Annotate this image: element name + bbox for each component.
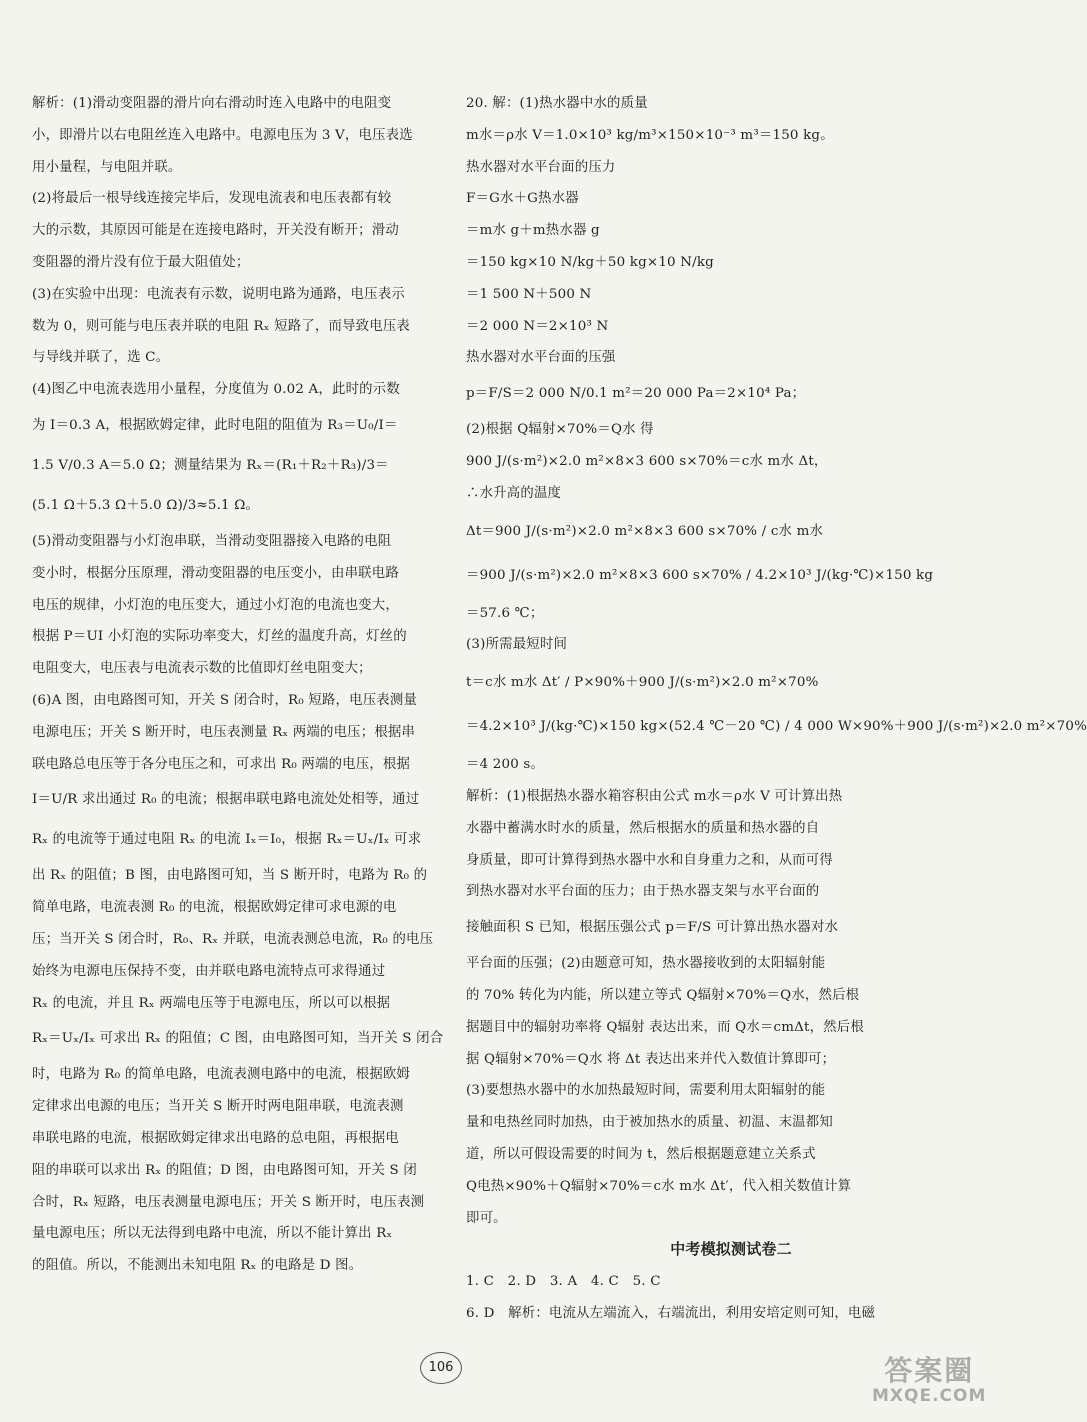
left-column xyxy=(32,88,444,1282)
text-line: 时，电路为 R₀ 的简单电路，电流表测电路中的电流，根据欧姆 xyxy=(32,1067,411,1083)
text-line: (2)将最后一根导线连接完毕后，发现电流表和电压表都有较 xyxy=(32,191,392,207)
text-line: m水＝ρ水 V＝1.0×10³ kg/m³×150×10⁻³ m³＝150 kg。 xyxy=(466,127,834,143)
text-line: Q电热×90%＋Q辐射×70%＝c水 m水 Δt′，代入相关数值计算 xyxy=(466,1178,852,1194)
text-line: F＝G水＋G热水器 xyxy=(466,191,579,207)
text-line: (3)要想热水器中的水加热最短时间，需要利用太阳辐射的能 xyxy=(466,1083,826,1099)
text-line: 定律求出电源的电压；当开关 S 断开时两电阻串联，电流表测 xyxy=(32,1099,404,1115)
watermark-text-en: MXQE.COM xyxy=(872,1385,987,1406)
text-line: 解析：(1)滑动变阻器的滑片向右滑动时连入电路中的电阻变 xyxy=(32,96,392,111)
text-line: 为 I＝0.3 A，根据欧姆定律，此时电阻的阻值为 R₃＝U₀/I＝ xyxy=(32,417,398,433)
text-line: ＝1 500 N＋500 N xyxy=(466,286,592,302)
watermark-logo xyxy=(872,1356,986,1405)
text-line: 20. 解：(1)热水器中水的质量 xyxy=(466,96,648,111)
section-title: 中考模拟测试卷二 xyxy=(670,1240,792,1259)
text-line: 大的示数，其原因可能是在连接电路时，开关没有断开；滑动 xyxy=(32,223,399,239)
text-line: I＝U/R 求出通过 R₀ 的电流；根据串联电路电流处处相等，通过 xyxy=(32,792,420,808)
text-line: (4)图乙中电流表选用小量程，分度值为 0.02 A，此时的示数 xyxy=(32,382,400,398)
text-line: ＝m水 g＋m热水器 g xyxy=(466,223,600,239)
text-line: 数为 0，则可能与电压表并联的电阻 Rₓ 短路了，而导致电压表 xyxy=(32,318,411,334)
text-line: ＝150 kg×10 N/kg＋50 kg×10 N/kg xyxy=(466,254,714,270)
text-line: p＝F/S＝2 000 N/0.1 m²＝20 000 Pa＝2×10⁴ Pa； xyxy=(466,386,806,402)
text-line: 电源电压；开关 S 断开时，电压表测量 Rₓ 两端的电压；根据串 xyxy=(32,724,416,740)
text-line: Δt＝900 J/(s·m²)×2.0 m²×8×3 600 s×70% / c水 m水 xyxy=(466,523,824,539)
text-line: (5.1 Ω＋5.3 Ω＋5.0 Ω)/3≈5.1 Ω。 xyxy=(32,497,260,513)
text-line: 接触面积 S 已知，根据压强公式 p＝F/S 可计算出热水器对水 xyxy=(466,920,839,936)
text-line: ∴水升高的温度 xyxy=(466,485,562,501)
text-line: 解析：(1)根据热水器水箱容积由公式 m水＝ρ水 V 可计算出热 xyxy=(466,788,843,804)
text-line: 变小时，根据分压原理，滑动变阻器的电压变小，由串联电路 xyxy=(32,565,399,581)
text-line: 变阻器的滑片没有位于最大阻值处； xyxy=(32,254,250,270)
text-line: 出 Rₓ 的阻值；B 图，由电路图可知，当 S 断开时，电路为 R₀ 的 xyxy=(32,868,428,884)
right-column xyxy=(466,88,1087,1330)
text-line: 与导线并联了，选 C。 xyxy=(32,350,170,366)
text-line: ＝900 J/(s·m²)×2.0 m²×8×3 600 s×70% / 4.2×10³ J/(kg·℃)×150 kg xyxy=(466,567,934,583)
text-line: 压；当开关 S 闭合时，R₀、Rₓ 并联，电流表测总电流，R₀ 的电压 xyxy=(32,931,434,947)
text-line: ＝4 200 s。 xyxy=(466,757,545,773)
text-line: 据 Q辐射×70%＝Q水 将 Δt 表达出来并代入数值计算即可； xyxy=(466,1051,836,1067)
text-line: 根据 P＝UI 小灯泡的实际功率变大，灯丝的温度升高，灯丝的 xyxy=(32,629,407,645)
text-line: 联电路总电压等于各分电压之和，可求出 R₀ 两端的电压，根据 xyxy=(32,756,411,772)
watermark-text-cn: 答案圈 xyxy=(884,1354,975,1387)
text-line: Rₓ 的电流，并且 Rₓ 两端电压等于电源电压，所以可以根据 xyxy=(32,995,391,1011)
text-line: t＝c水 m水 Δt′ / P×90%＋900 J/(s·m²)×2.0 m²×70% xyxy=(466,675,819,691)
text-line: 即可。 xyxy=(466,1210,507,1226)
text-line: 热水器对水平台面的压力 xyxy=(466,159,616,175)
text-line: 1.5 V/0.3 A＝5.0 Ω；测量结果为 Rₓ＝(R₁＋R₂＋R₃)/3＝ xyxy=(32,457,389,473)
text-line: 合时，Rₓ 短路，电压表测量电源电压；开关 S 断开时，电压表测 xyxy=(32,1194,425,1210)
text-line: 的 70% 转化为内能，所以建立等式 Q辐射×70%＝Q水，然后根 xyxy=(466,987,860,1003)
text-line: 水器中蓄满水时水的质量，然后根据水的质量和热水器的自 xyxy=(466,820,820,836)
text-line: (3)所需最短时间 xyxy=(466,637,568,653)
text-line: ＝4.2×10³ J/(kg·℃)×150 kg×(52.4 ℃－20 ℃) / 4 000 W×90%＋900 J/(s·m²)×2.0 m²×70% xyxy=(466,719,1087,735)
text-line: 量电源电压；所以无法得到电路中电流，所以不能计算出 Rₓ xyxy=(32,1226,393,1242)
text-line: 平台面的压强；(2)由题意可知，热水器接收到的太阳辐射能 xyxy=(466,956,826,972)
text-line: ＝57.6 ℃； xyxy=(466,605,544,621)
text-line: (3)在实验中出现：电流表有示数，说明电路为通路，电压表示 xyxy=(32,286,405,302)
text-line: ＝2 000 N＝2×10³ N xyxy=(466,318,609,334)
solution-20-block xyxy=(466,88,1087,1234)
text-line: 电压的规律，小灯泡的电压变大，通过小灯泡的电流也变大， xyxy=(32,597,399,613)
question-6-line: 6. D 解析：电流从左端流入，右端流出，利用安培定则可知，电磁 xyxy=(466,1305,876,1321)
text-line: 阻的串联可以求出 Rₓ 的阻值；D 图，由电路图可知，开关 S 闭 xyxy=(32,1162,417,1178)
text-line: 道，所以可假设需要的时间为 t，然后根据题意建立关系式 xyxy=(466,1146,816,1162)
text-line: 到热水器对水平台面的压力；由于热水器支架与水平台面的 xyxy=(466,884,820,900)
text-line: (2)根据 Q辐射×70%＝Q水 得 xyxy=(466,422,654,438)
text-line: Rₓ＝Uₓ/Iₓ 可求出 Rₓ 的阻值；C 图，由电路图可知，当开关 S 闭合 xyxy=(32,1031,444,1047)
text-line: 简单电路，电流表测 R₀ 的电流，根据欧姆定律可求电源的电 xyxy=(32,900,397,916)
text-line: 热水器对水平台面的压强 xyxy=(466,350,616,366)
text-line: 小，即滑片以右电阻丝连入电路中。电源电压为 3 V，电压表选 xyxy=(32,127,413,143)
text-line: 900 J/(s·m²)×2.0 m²×8×3 600 s×70%＝c水 m水 Δt， xyxy=(466,453,828,469)
text-line: 用小量程，与电阻并联。 xyxy=(32,159,182,175)
text-line: 的阻值。所以，不能测出未知电阻 Rₓ 的电路是 D 图。 xyxy=(32,1258,363,1274)
text-line: 身质量，即可计算得到热水器中水和自身重力之和，从而可得 xyxy=(466,852,833,868)
text-line: 串联电路的电流，根据欧姆定律求出电路的总电阻，再根据电 xyxy=(32,1130,399,1146)
text-line: 始终为电源电压保持不变，由并联电路电流特点可求得通过 xyxy=(32,963,386,979)
text-line: 量和电热丝同时加热，由于被加热水的质量、初温、末温都知 xyxy=(466,1115,833,1131)
answers-line: 1. C 2. D 3. A 4. C 5. C xyxy=(466,1274,661,1290)
text-line: Rₓ 的电流等于通过电阻 Rₓ 的电流 Iₓ＝I₀，根据 Rₓ＝Uₓ/Iₓ 可求 xyxy=(32,832,422,848)
text-line: 据题目中的辐射功率将 Q辐射 表达出来，而 Q水＝cmΔt，然后根 xyxy=(466,1019,864,1035)
page-number: 106 xyxy=(420,1352,462,1384)
text-line: 电阻变大，电压表与电流表示数的比值即灯丝电阻变大； xyxy=(32,661,372,677)
text-line: (5)滑动变阻器与小灯泡串联，当滑动变阻器接入电路的电阻 xyxy=(32,533,392,549)
text-line: (6)A 图，由电路图可知，开关 S 闭合时，R₀ 短路，电压表测量 xyxy=(32,692,418,708)
